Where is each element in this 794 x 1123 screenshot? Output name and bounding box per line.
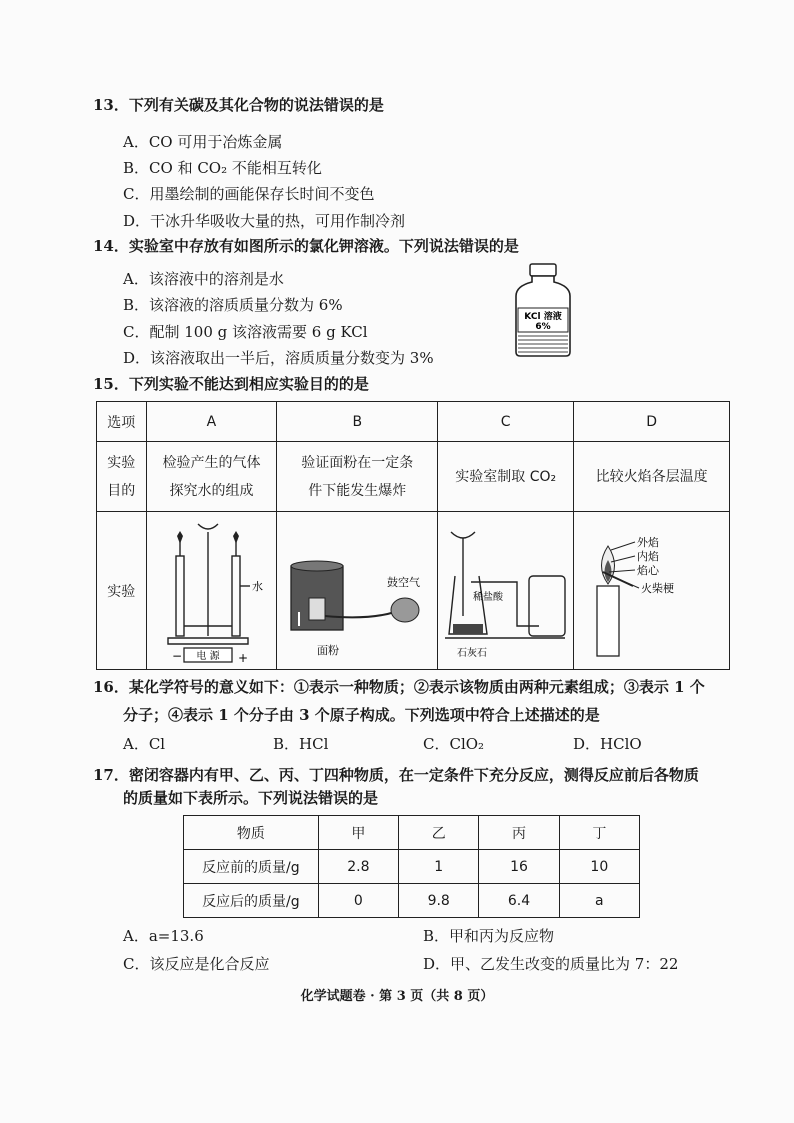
row-label-before: 反应前的质量/g (184, 850, 319, 884)
table-row (97, 442, 730, 512)
table-row (184, 850, 640, 884)
question-17-stem-line1: 17．密闭容器内有甲、乙、丙、丁四种物质，在一定条件下充分反应，测得反应前后各物质 (93, 766, 699, 784)
purpose-d: 比较火焰各层温度 (574, 442, 730, 512)
header-d: D (574, 402, 730, 442)
cell: 10 (559, 850, 639, 884)
header-b: B (277, 402, 438, 442)
q16-option-c: C．ClO₂ (423, 735, 485, 753)
outer-flame-label: 外焰 (636, 535, 659, 549)
header-substance: 物质 (184, 816, 319, 850)
purpose-a: 检验产生的气体 探究水的组成 (146, 442, 277, 512)
air-label: 鼓空气 (387, 575, 421, 589)
q14-option-a: A．该溶液中的溶剂是水 (123, 270, 284, 288)
power-label: 电 源 (196, 650, 221, 662)
kcl-bottle-illustration (512, 262, 574, 358)
page-footer: 化学试题卷 · 第 3 页（共 8 页） (300, 989, 494, 1004)
row-label-after: 反应后的质量/g (184, 884, 319, 918)
flame-core-label: 焰心 (636, 563, 659, 577)
question-15-stem: 15．下列实验不能达到相应实验目的的是 (93, 375, 369, 393)
plus-sign: + (238, 650, 249, 665)
cell: 1 (399, 850, 479, 884)
candle-flame-illustration (577, 516, 727, 666)
experiment-c-diagram (438, 512, 574, 670)
header-ding: 丁 (559, 816, 639, 850)
table-row (97, 512, 730, 670)
purpose-c: 实验室制取 CO₂ (438, 442, 574, 512)
q13-option-a: A．CO 可用于冶炼金属 (123, 133, 283, 151)
q13-option-c: C．用墨绘制的画能保存长时间不变色 (123, 185, 375, 203)
q17-option-a: A．a=13.6 (123, 927, 204, 945)
q16-option-d: D．HClO (573, 735, 642, 753)
co2-preparation-apparatus-illustration (439, 516, 573, 666)
q17-option-b: B．甲和丙为反应物 (423, 927, 555, 945)
bottle-percent: 6% (535, 322, 551, 332)
q17-option-c: C．该反应是化合反应 (123, 955, 270, 973)
q17-option-d: D．甲、乙发生改变的质量比为 7：22 (423, 955, 679, 973)
question-16-stem-line2: 分子；④表示 1 个分子由 3 个原子构成。下列选项中符合上述描述的是 (123, 706, 600, 724)
header-c: C (438, 402, 574, 442)
question-14-stem: 14．实验室中存放有如图所示的氯化钾溶液。下列说法错误的是 (93, 237, 519, 255)
bottle-label: KCl 溶液 (524, 312, 562, 322)
q16-option-a: A．Cl (123, 735, 166, 753)
flour-label: 面粉 (317, 643, 340, 657)
cell: a (559, 884, 639, 918)
purpose-b: 验证面粉在一定条 件下能发生爆炸 (277, 442, 438, 512)
q16-option-b: B．HCl (273, 735, 329, 753)
experiment-b-diagram (277, 512, 438, 670)
minus-sign: − (172, 648, 183, 663)
cell: 9.8 (399, 884, 479, 918)
header-jia: 甲 (318, 816, 398, 850)
experiment-label: 实验 (97, 512, 147, 670)
q13-option-d: D．干冰升华吸收大量的热，可用作制冷剂 (123, 212, 406, 230)
experiment-table (96, 401, 730, 670)
cell: 6.4 (479, 884, 559, 918)
table-row (97, 402, 730, 442)
cell: 2.8 (318, 850, 398, 884)
table-row (184, 884, 640, 918)
q14-option-d: D．该溶液取出一半后，溶质质量分数变为 3% (123, 349, 434, 367)
cell: 0 (318, 884, 398, 918)
header-a: A (146, 402, 277, 442)
electrolysis-apparatus-illustration (148, 516, 274, 666)
question-17-stem-line2: 的质量如下表所示。下列说法错误的是 (123, 789, 379, 807)
flour-explosion-apparatus-illustration (279, 516, 435, 666)
header-option: 选项 (97, 402, 147, 442)
q14-option-c: C．配制 100 g 该溶液需要 6 g KCl (123, 323, 368, 341)
header-yi: 乙 (399, 816, 479, 850)
q14-option-b: B．该溶液的溶质质量分数为 6% (123, 296, 343, 314)
table-row (184, 816, 640, 850)
header-bing: 丙 (479, 816, 559, 850)
question-16-stem-line1: 16．某化学符号的意义如下：①表示一种物质；②表示该物质由两种元素组成；③表示 1 个 (93, 678, 705, 696)
matchstick-label: 火柴梗 (640, 581, 674, 595)
experiment-d-diagram (574, 512, 730, 670)
inner-flame-label: 内焰 (636, 549, 659, 563)
q13-option-b: B．CO 和 CO₂ 不能相互转化 (123, 159, 322, 177)
mass-table (183, 815, 640, 918)
purpose-label: 实验 目的 (97, 442, 147, 512)
question-13-stem: 13．下列有关碳及其化合物的说法错误的是 (93, 96, 384, 114)
acid-label: 稀盐酸 (472, 591, 503, 603)
water-label: 水 (252, 579, 264, 593)
cell: 16 (479, 850, 559, 884)
stone-label: 石灰石 (456, 647, 487, 659)
experiment-a-diagram (146, 512, 277, 670)
